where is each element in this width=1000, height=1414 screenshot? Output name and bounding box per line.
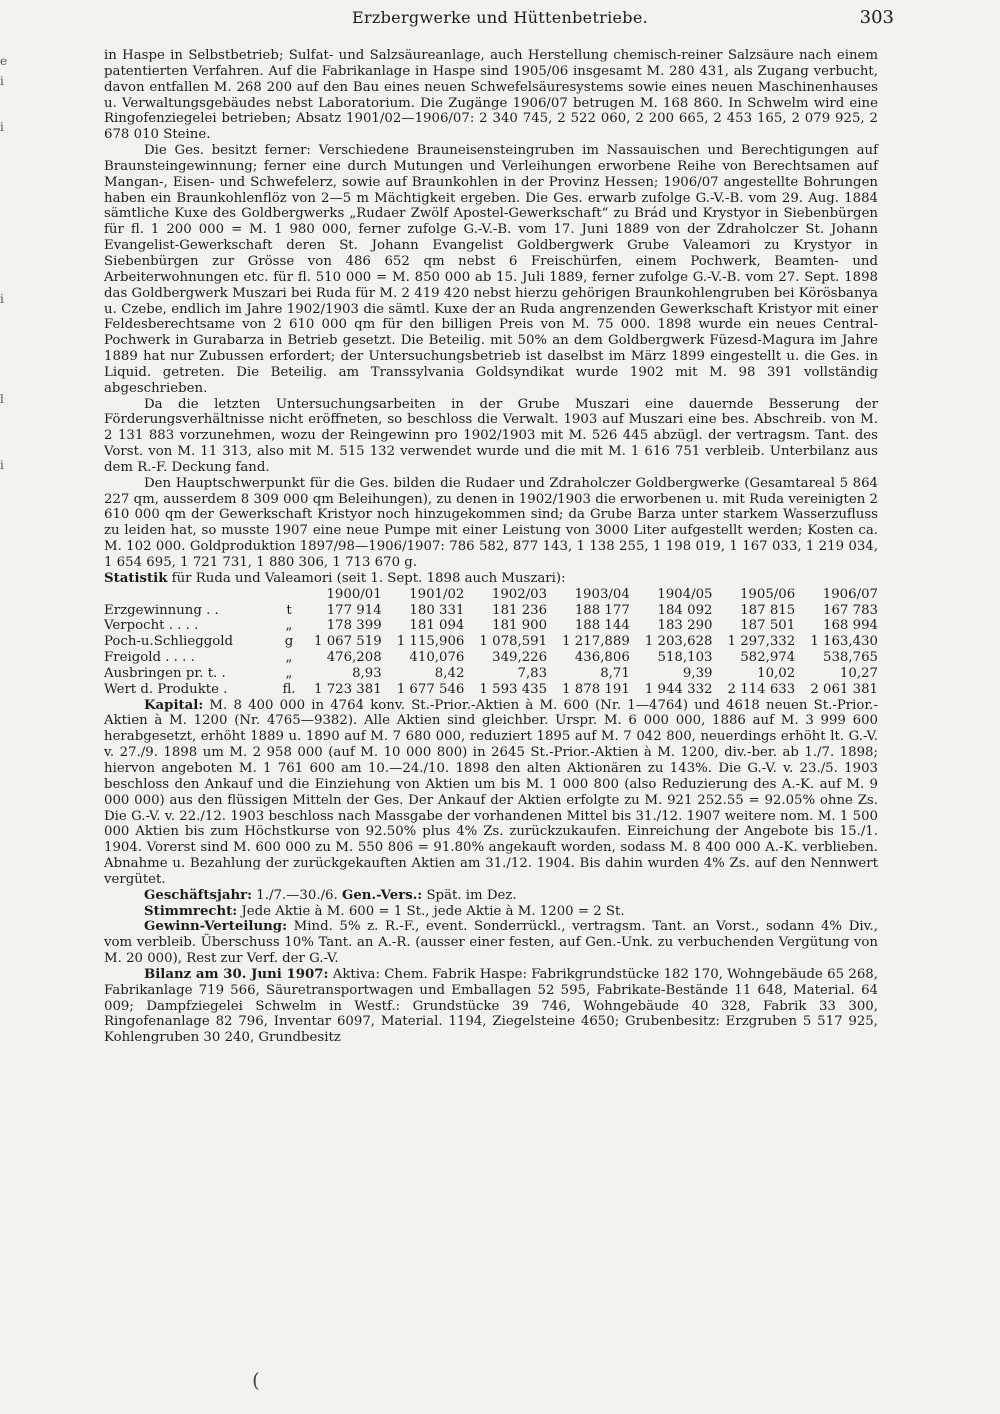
- cell: 177 914: [326, 602, 382, 618]
- cell: 188 177: [574, 602, 630, 618]
- cell: 9,39: [682, 665, 713, 681]
- year-header: 1906/07: [822, 586, 878, 602]
- bilanz-text: Aktiva: Chem. Fabrik Haspe: Fabrikgrundstücke 182 170, Wohngebäude 65 268, Fabrikanlage 719 566, Säuretransportwagen und Emballagen 52 595, Fabrikate-Bestände 11 648, Material. 64 009; Dampfziegelei Schwelm in Westf.: Grundstücke 39 746, Wohngebäude 40 328, Fabrik 33 300, Ringofenanlage 82 796, Inventar 6097, Material. 1194, Ziegelsteine 4650; Grubenbesitz: Erzgruben 5 517 925, Kohlengruben 30 240, Grundbesitz: [104, 966, 878, 1046]
- gen-vers-label: Gen.-Vers.:: [341, 887, 423, 903]
- statistik-caption: für Ruda und Valeamori (seit 1. Sept. 1898 auch Muszari):: [167, 570, 566, 586]
- cell: 518,103: [657, 650, 713, 666]
- row-unit: g: [284, 634, 294, 650]
- row-label: Ausbringen pr. t. .: [104, 665, 226, 681]
- cell: 1 593 435: [479, 681, 548, 697]
- cell: 1 944 332: [644, 681, 713, 697]
- cell: 184 092: [657, 602, 713, 618]
- cell: 188 144: [574, 618, 630, 634]
- cell: 1 115,906: [396, 634, 465, 650]
- stimmrecht-section: [104, 904, 878, 920]
- margin-mark: i: [0, 74, 4, 88]
- geschaeftsjahr-text: 1./7.—30./6.: [252, 887, 342, 903]
- table-row: [104, 666, 878, 682]
- paragraph: Die Ges. besitzt ferner: Verschiedene Brauneisensteingruben im Nassauischen und Berechtigungen auf Braunsteingewinnung; ferner eine durch Mutungen und Verleihungen erworbene Reihe von Berechtsamen auf Mangan-, Eisen- und Schwefelerz, sowie auf Braunkohlen in der Provinz Hessen; 1906/07 angestellte Bohrungen haben ein Braunkohlenflöz von 2—5 m Mächtigkeit ergeben. Die Ges. erwarb zufolge G.-V.-B. vom 29. Aug. 1884 sämtliche Kuxe des Goldbergwerks „Rudaer Zwölf Apostel-Gewerkschaft“ zu Brád und Krystyor in Siebenbürgen für fl. 1 200 000 = M. 1 980 000, ferner zufolge G.-V.-B. vom 17. Juni 1889 von der Zdraholczer St. Johann Evangelist-Gewerkschaft deren St. Johann Evangelist Goldbergwerk Grube Valeamori zu Krystyor in Siebenbürgen zur Grösse von 486 652 qm nebst 6 Freischürfen, einem Pochwerk, Beamten- und Arbeiterwohnungen etc. für fl. 510 000 = M. 850 000 ab 15. Juli 1889, ferner zufolge G.-V.-B. vom 27. Sept. 1898 das Goldbergwerk Muszari bei Ruda für M. 2 419 420 nebst hierzu gehörigen Braunkohlengruben bei Körösbanya u. Czebe, endlich im Jahre 1902/1903 die sämtl. Kuxe der an Ruda angrenzenden Gewerkschaft Kristyor mit einer Feldesberechtsame von 2 610 000 qm für den billigen Preis von M. 75 000. 1898 wurde ein neues Central-Pochwerk in Gurabarza in Betrieb gesetzt. Die Beteilig. mit 50% an dem Goldbergwerk Füzesd-Magura im Jahre 1889 hat nur Zubussen erfordert; der Untersuchungsbetrieb ist daselbst im März 1899 eingestellt u. die Ges. in Liquid. getreten. Die Beteilig. am Transsylvania Goldsyndikat wurde 1902 mit M. 98 391 vollständig abgeschrieben.: [104, 143, 878, 396]
- cell: 183 290: [657, 618, 713, 634]
- gewinn-label: Gewinn-Verteilung:: [144, 919, 288, 935]
- cell: 1 203,628: [644, 634, 713, 650]
- stimmrecht-text: Jede Aktie à M. 600 = 1 St., jede Aktie à M. 1200 = 2 St.: [237, 903, 625, 919]
- cell: 8,71: [600, 665, 630, 681]
- margin-mark: i: [0, 458, 4, 472]
- row-unit: „: [285, 650, 293, 666]
- geschaeftsjahr-section: [104, 888, 878, 904]
- margin-mark: i: [0, 292, 4, 306]
- cell: 168 994: [823, 618, 878, 634]
- kapital-text: M. 8 400 000 in 4764 konv. St.-Prior.-Aktien à M. 600 (Nr. 1—4764) und 4618 neuen St.-Prior.-Aktien à M. 1200 (Nr. 4765—9382). Alle Aktien sind gleichber. Urspr. M. 6 000 000, 1886 auf M. 3 999 600 herabgesetzt, erhöht 1889 u. 1890 auf M. 7 680 000, reduziert 1895 auf M. 7 042 800, neuerdings erhöht lt. G.-V. v. 27./9. 1898 um M. 2 958 000 (auf M. 10 000 800) in 2645 St.-Prior.-Aktien à M. 1200, div.-ber. ab 1./7. 1898; hiervon angeboten M. 1 761 600 am 10.—24./10. 1898 den alten Aktionären zu 143%. Die G.-V. v. 23./5. 1903 beschloss den Ankauf und die Einziehung von Aktien um bis M. 1 000 800 (also Reduzierung des A.-K. auf M. 9 000 000) aus den flüssigen Mitteln der Ges. Der Ankauf der Aktien erfolgte zu M. 921 252.55 = 92.05% ohne Zs. Die G.-V. v. 22./12. 1903 beschloss nach Massgabe der vorhandenen Mittel bis 31./12. 1907 weitere nom. M. 1 500 000 Aktien bis zum Höchstkurse von 92.50% plus 4% Zs. zurückzukaufen. Einreichung der Angebote bis 15./1. 1904. Vorerst sind M. 600 000 zu M. 550 806 = 91.80% angekauft worden, sodass M. 8 400 000 A.-K. verblieben. Abnahme u. Bezahlung der zurückgekauften Aktien am 31./12. 1904. Bis dahin wurden 4% Zs. auf den Nennwert vergütet.: [104, 697, 878, 887]
- year-header: 1900/01: [326, 586, 382, 602]
- cell: 8,42: [434, 665, 465, 681]
- table-row: [104, 650, 878, 666]
- table-row: [104, 603, 878, 619]
- table-header-row: [104, 587, 878, 603]
- row-unit: „: [285, 665, 293, 681]
- row-label: Wert d. Produkte .: [104, 681, 228, 697]
- cell: 181 236: [492, 602, 548, 618]
- cell: 167 783: [823, 602, 878, 618]
- cell: 180 331: [409, 602, 465, 618]
- cell: 410,076: [409, 650, 465, 666]
- year-header: 1902/03: [491, 586, 548, 602]
- row-label: Freigold . . . .: [104, 650, 195, 666]
- stimmrecht-label: Stimmrecht:: [144, 903, 238, 919]
- cell: 538,765: [823, 650, 878, 666]
- gewinn-text: Mind. 5% z. R.-F., event. Sonderrückl., vertragsm. Tant. an Vorst., sodann 4% Div., vom verbleib. Überschuss 10% Tant. an A.-R. (ausser einer festen, auf Gen.-Unk. zu verbuchenden Vergütung von M. 20 000), Rest zur Verf. der G.-V.: [104, 919, 878, 967]
- cell: 1 067 519: [314, 634, 382, 650]
- margin-mark: l: [0, 392, 4, 406]
- row-unit: t: [286, 602, 292, 618]
- year-header: 1905/06: [739, 586, 796, 602]
- kapital-section: [104, 698, 878, 888]
- cell: 187 501: [740, 618, 796, 634]
- gewinn-section: [104, 919, 878, 967]
- cell: 1 723 381: [314, 681, 382, 697]
- body-text: [104, 48, 878, 1046]
- paragraph: Da die letzten Untersuchungsarbeiten in der Grube Muszari eine dauernde Besserung der Förderungsverhältnisse nicht eröffneten, so beschloss die Verwalt. 1903 auf Muszari eine bes. Abschreib. von M. 2 131 883 vorzunehmen, wozu der Reingewinn pro 1902/1903 mit M. 526 445 abzügl. der vertragsm. Tant. des Vorst. von M. 11 313, also mit M. 515 132 verwendet wurde und die mit M. 1 616 751 verbleib. Unterbilanz aus dem R.-F. Deckung fand.: [104, 396, 878, 475]
- cell: 1 297,332: [727, 634, 796, 650]
- cell: 2 061 381: [810, 681, 878, 697]
- row-unit: fl.: [282, 681, 296, 697]
- cell: 10,27: [839, 665, 878, 681]
- cell: 181 900: [492, 618, 548, 634]
- paragraph: Den Hauptschwerpunkt für die Ges. bilden die Rudaer und Zdraholczer Goldbergwerke (Gesamtareal 5 864 227 qm, ausserdem 8 309 000 qm Beleihungen), zu denen in 1902/1903 die erworbenen u. mit Ruda vereinigten 2 610 000 qm der Gewerkschaft Kristyor noch hinzugekommen sind; da Grube Barza unter starkem Wasserzufluss zu leiden hat, so musste 1907 eine neue Pumpe mit einer Leistung von 3000 Liter aufgestellt werden; Kosten ca. M. 102 000. Goldproduktion 1897/98—1906/1907: 786 582, 877 143, 1 138 255, 1 198 019, 1 167 033, 1 219 034, 1 654 695, 1 721 731, 1 880 306, 1 713 670 g.: [104, 475, 878, 570]
- cell: 436,806: [574, 650, 630, 666]
- page-header: [0, 8, 1000, 32]
- bilanz-label: Bilanz am 30. Juni 1907:: [144, 966, 329, 982]
- bilanz-section: [104, 967, 878, 1046]
- statistik-label: Statistik: [104, 570, 168, 586]
- row-label: Verpocht . . . .: [104, 618, 199, 634]
- table-row: [104, 682, 878, 698]
- cell: 349,226: [492, 650, 548, 666]
- cell: 187 815: [740, 602, 796, 618]
- cell: 1 878 191: [562, 681, 630, 697]
- cell: 8,93: [352, 665, 382, 681]
- cell: 7,83: [517, 665, 548, 681]
- cell: 10,02: [757, 665, 796, 681]
- page-number: 303: [859, 7, 894, 28]
- table-row: [104, 634, 878, 650]
- geschaeftsjahr-label: Geschäftsjahr:: [144, 887, 253, 903]
- margin-mark: e: [0, 54, 8, 68]
- cell: 2 114 633: [727, 681, 796, 697]
- statistik-heading: [104, 571, 878, 587]
- row-label: Erzgewinnung . .: [104, 602, 219, 618]
- cell: 1 163,430: [810, 634, 878, 650]
- row-unit: „: [285, 618, 293, 634]
- cell: 476,208: [326, 650, 382, 666]
- year-header: 1903/04: [574, 586, 630, 602]
- cell: 181 094: [409, 618, 465, 634]
- running-title: Erzbergwerke und Hüttenbetriebe.: [351, 8, 649, 27]
- stray-mark: (: [252, 1368, 260, 1392]
- gen-vers-text: Spät. im Dez.: [422, 887, 517, 903]
- row-label: Poch-u.Schlieggold: [104, 634, 233, 650]
- cell: 1 217,889: [562, 634, 630, 650]
- year-header: 1904/05: [657, 586, 713, 602]
- year-header: 1901/02: [409, 586, 465, 602]
- cell: 1 677 546: [396, 681, 465, 697]
- cell: 1 078,591: [479, 634, 548, 650]
- margin-mark: i: [0, 120, 4, 134]
- cell: 178 399: [326, 618, 382, 634]
- paragraph: in Haspe in Selbstbetrieb; Sulfat- und Salzsäureanlage, auch Herstellung chemisch-reiner Salzsäure nach einem patentierten Verfahren. Auf die Fabrikanlage in Haspe sind 1905/06 insgesamt M. 280 431, als Zugang verbucht, davon entfallen M. 268 200 auf den Bau eines neuen Schwefelsäuresystems sowie eines neuen Maschinenhauses u. Verwaltungsgebäudes nebst Laboratorium. Die Zugänge 1906/07 betrugen M. 168 860. In Schwelm wird eine Ringofenziegelei betrieben; Absatz 1901/02—1906/07: 2 340 745, 2 522 060, 2 200 665, 2 453 165, 2 079 925, 2 678 010 Steine.: [104, 48, 878, 143]
- kapital-label: Kapital:: [144, 697, 204, 713]
- statistik-table: [104, 587, 878, 698]
- table-row: [104, 618, 878, 634]
- cell: 582,974: [740, 650, 796, 666]
